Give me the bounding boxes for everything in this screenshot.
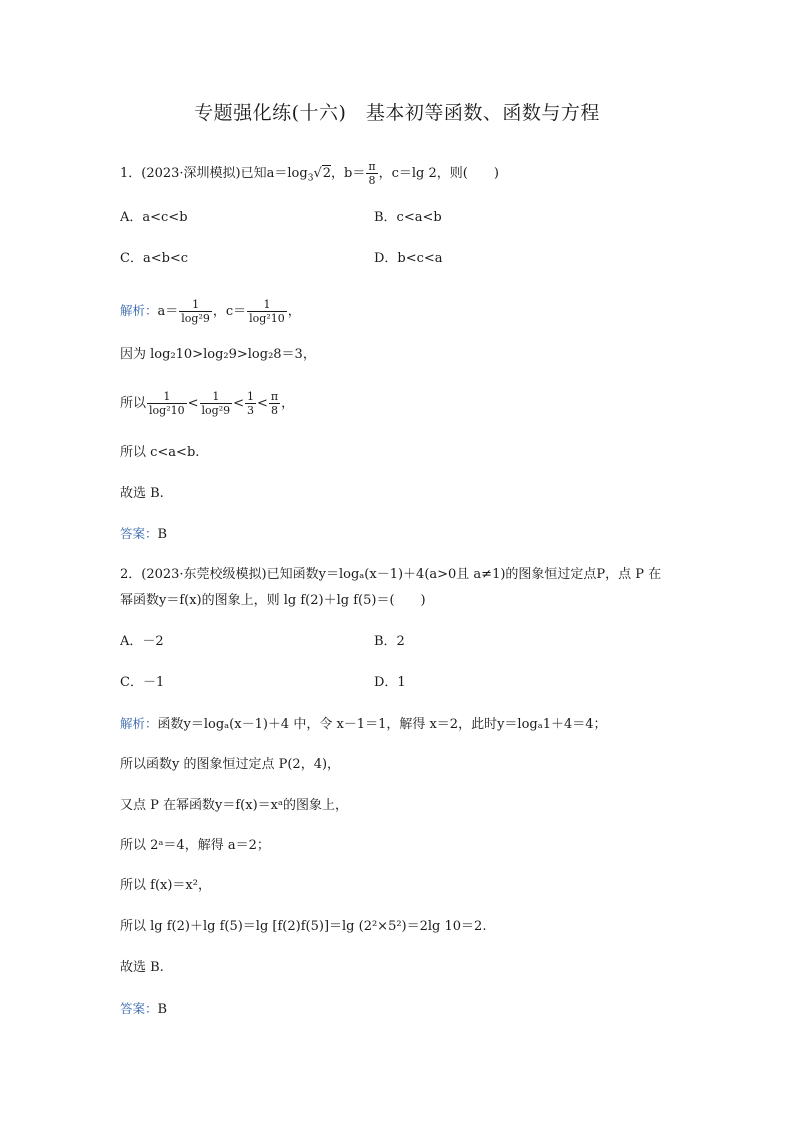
q1-answer	[120, 525, 167, 544]
q2-answer-label: 答案：	[120, 1001, 158, 1016]
q2-answer-value: B	[157, 1002, 168, 1017]
q1-option-a: A．a<c<b	[120, 210, 188, 225]
q1-sol3-frac3	[245, 390, 256, 417]
q1-sol3-f4-den: 8	[271, 404, 279, 417]
q1-sol1-end: ，	[287, 304, 301, 319]
q2-option-b: B．2	[374, 634, 405, 649]
q1-sol3-f4-num: π	[270, 390, 279, 403]
q1-sol3-f1-den: log²10	[149, 404, 185, 417]
q2-solution-line-1	[120, 715, 607, 734]
q1-a-sub: 3	[307, 173, 314, 184]
q2-solution-line-2: 所以函数y 的图象恒过定点 P(2，4)，	[120, 757, 341, 772]
q2-sol1-text: 函数y＝logₐ(x－1)＋4 中，令 x－1＝1，解得 x＝2，此时y＝logₐ1＋4＝4；	[157, 717, 607, 732]
q2-solution-line-4: 所以 2ᵃ＝4，解得 a＝2；	[120, 838, 270, 853]
q2-answer	[120, 1000, 167, 1019]
q1-stem-prefix: 1．(2023·深圳模拟)已知	[120, 166, 267, 181]
q1-a-root: 2	[322, 166, 332, 181]
q1-option-b: B．c<a<b	[374, 210, 442, 225]
q1-solution-line-1	[120, 298, 301, 325]
q1-sol3-lt-1: <	[187, 396, 199, 411]
q2-solution-line-7: 故选 B.	[120, 960, 164, 975]
q1-sol3-f2-den: log²9	[201, 404, 231, 417]
q1-sol1-frac2-num: 1	[247, 298, 287, 312]
q2-stem-line-1: 2．(2023·东莞校级模拟)已知函数y＝logₐ(x－1)＋4(a>0且 a≠1)的图象恒过定点P，点 P 在	[120, 567, 662, 582]
q1-sol3-lt-2: <	[233, 396, 245, 411]
q1-sol1-a: a＝	[157, 304, 179, 319]
q1-answer-label: 答案：	[120, 526, 158, 541]
q1-b-num: π	[368, 160, 376, 173]
q1-solution-line-3	[120, 390, 294, 417]
q1-sol3-f1-num: 1	[147, 390, 187, 404]
q1-sol1-c: ，c＝	[212, 304, 247, 319]
q1-b-part: ，b＝	[331, 166, 366, 181]
q1-sqrt-sign: √	[313, 166, 322, 181]
q1-sol3-prefix: 所以	[120, 396, 147, 411]
q1-sol3-end: ，	[281, 396, 295, 411]
q2-solution-label: 解析：	[120, 716, 158, 731]
page-title: 专题强化练(十六) 基本初等函数、函数与方程	[194, 102, 600, 124]
q1-sol3-f3-den: 3	[247, 404, 255, 417]
q1-sol3-lt-3: <	[257, 396, 268, 411]
q1-a-part: a＝log	[266, 166, 308, 181]
q1-sol3-frac4	[269, 390, 280, 417]
q1-b-fraction	[366, 160, 377, 187]
q1-sol1-frac1-den: log²9	[181, 312, 210, 325]
q2-stem-line-2: 幂函数y＝f(x)的图象上，则 lg f(2)＋lg f(5)＝( )	[120, 593, 426, 608]
q1-sol3-frac2	[200, 390, 233, 417]
q2-option-a: A．－2	[120, 634, 164, 649]
q1-sol3-frac1	[147, 390, 187, 417]
q1-solution-line-2: 因为 log₂10>log₂9>log₂8＝3，	[120, 347, 316, 362]
q1-sol1-frac2	[247, 298, 287, 325]
q2-solution-line-3: 又点 P 在幂函数y＝f(x)＝xᵃ的图象上，	[120, 798, 348, 813]
q1-b-den: 8	[368, 174, 376, 187]
q1-option-d: D．b<c<a	[374, 251, 443, 266]
q2-solution-line-5: 所以 f(x)＝x²，	[120, 878, 211, 893]
q1-c-part: ，c＝lg 2，则( )	[378, 166, 499, 181]
q1-sol1-frac2-den: log²10	[249, 312, 285, 325]
q1-sol3-f3-num: 1	[247, 390, 255, 403]
q1-option-c: C．a<b<c	[120, 251, 189, 266]
q1-solution-label: 解析：	[120, 303, 158, 318]
q2-option-c: C．－1	[120, 675, 165, 690]
q1-solution-line-5: 故选 B.	[120, 486, 164, 501]
q1-sol3-f2-num: 1	[200, 390, 233, 404]
q1-stem	[120, 160, 499, 188]
q2-solution-line-6: 所以 lg f(2)＋lg f(5)＝lg [f(2)f(5)]＝lg (2²×5²)＝2lg 10＝2.	[120, 919, 487, 934]
q2-option-d: D．1	[374, 675, 406, 690]
q1-answer-value: B	[157, 527, 168, 542]
q1-solution-line-4: 所以 c<a<b.	[120, 445, 200, 460]
q1-sol1-frac1-num: 1	[179, 298, 212, 312]
q1-sol1-frac1	[179, 298, 212, 325]
